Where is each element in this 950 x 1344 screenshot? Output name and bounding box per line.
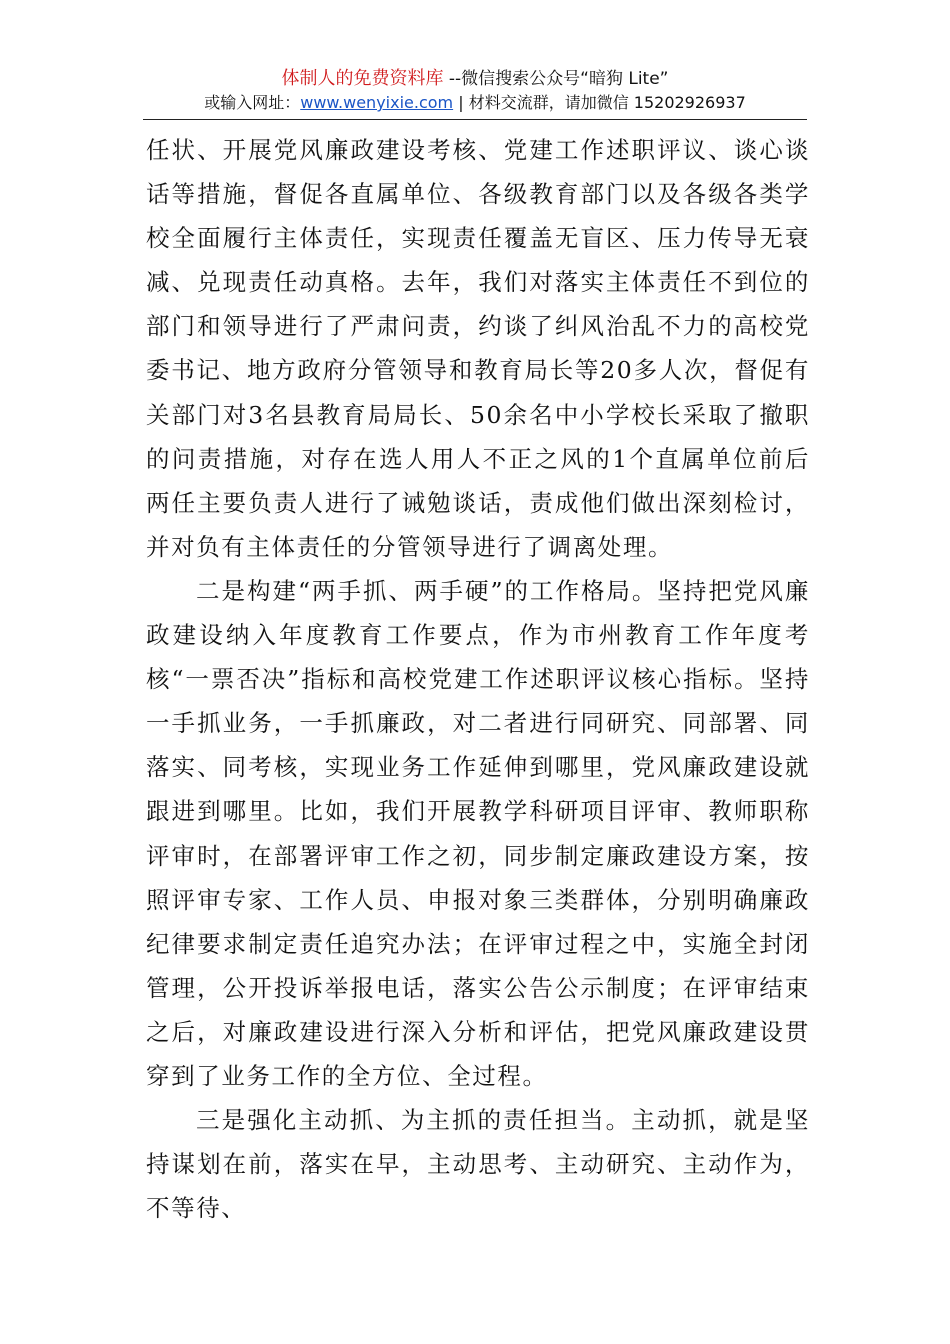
document-body (146, 128, 810, 1230)
url-prefix: 或输入网址： (204, 93, 301, 112)
separator: | (453, 93, 469, 112)
website-link[interactable]: www.wenyixie.com (300, 93, 454, 112)
paragraph-2: 二是构建“两手抓、两手硬”的工作格局。坚持把党风廉政建设纳入年度教育工作要点，作为市州教育工作年度考核“一票否决”指标和高校党建工作述职评议核心指标。坚持一手抓业务，一手抓廉政，对二者进行同研究、同部署、同落实、同考核，实现业务工作延伸到哪里，党风廉政建设就跟进到哪里。比如，我们开展教学科研项目评审、教师职称评审时，在部署评审工作之初，同步制定廉政建设方案，按照评审专家、工作人员、申报对象三类群体，分别明确廉政纪律要求制定责任追究办法；在评审过程之中，实施全封闭管理，公开投诉举报电话，落实公告公示制度；在评审结束之后，对廉政建设进行深入分析和评估，把党风廉政建设贯穿到了业务工作的全方位、全过程。 (146, 576, 810, 1090)
paragraph-1: 任状、开展党风廉政建设考核、党建工作述职评议、谈心谈话等措施，督促各直属单位、各级教育部门以及各级各类学校全面履行主体责任，实现责任覆盖无盲区、压力传导无衰减、兑现责任动真格。去年，我们对落实主体责任不到位的部门和领导进行了严肃问责，约谈了纠风治乱不力的高校党委书记、地方政府分管领导和教育局长等20多人次，督促有关部门对3名县教育局局长、50余名中小学校长采取了撤职的问责措施，对存在选人用人不正之风的1个直属单位前后两任主要负责人进行了诫勉谈话，责成他们做出深刻检讨，并对负有主体责任的分管领导进行了调离处理。 (146, 136, 810, 561)
brand-title: 体制人的免费资料库 (281, 68, 444, 89)
header-line-2 (0, 92, 950, 114)
contact-info: 材料交流群，请加微信 15202926937 (468, 93, 746, 112)
header-line-1 (0, 68, 950, 90)
document-header (0, 68, 950, 114)
paragraph-3: 三是强化主动抓、为主抓的责任担当。主动抓，就是坚持谋划在前，落实在早，主动思考、主动研究、主动作为，不等待、 (146, 1106, 810, 1223)
header-divider (143, 119, 807, 120)
tagline: --微信搜索公众号“暗狗 Lite” (443, 69, 669, 89)
